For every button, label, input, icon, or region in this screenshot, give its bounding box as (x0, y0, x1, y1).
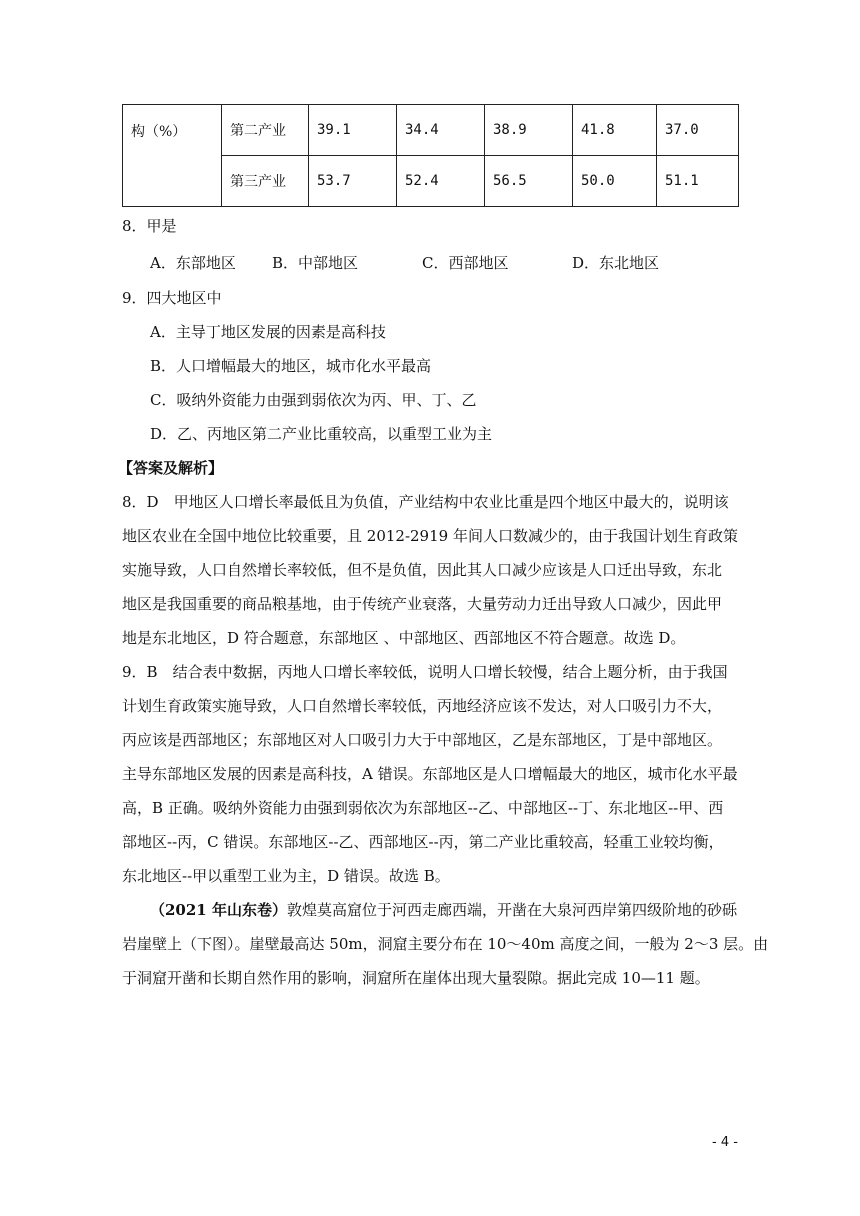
table-cell: 41.8 (573, 105, 657, 156)
question-9-stem: 9．四大地区中 (122, 289, 222, 307)
option-c: C．西部地区 (422, 254, 509, 272)
table-cell: 52.4 (397, 156, 485, 207)
option-a: A．东部地区 (150, 254, 236, 272)
table-row-label: 第二产业 (222, 105, 309, 156)
option-d: D．乙、丙地区第二产业比重较高，以重型工业为主 (150, 425, 493, 443)
answer-heading: 【答案及解析】 (118, 459, 224, 477)
table-cell: 34.4 (397, 105, 485, 156)
intro-source: （2021 年山东卷） (150, 901, 287, 919)
table-cell: 51.1 (657, 156, 739, 207)
intro-line: 于洞窟开凿和长期自然作用的影响，洞窟所在崖体出现大量裂隙。据此完成 10—11 题。 (122, 969, 710, 987)
answer-8-line: 实施导致，人口自然增长率较低，但不是负值，因此其人口减少应该是人口迁出导致，东北 (122, 561, 723, 579)
answer-8-line: 地区农业在全国中地位比较重要，且 2012-2919 年间人口数减少的，由于我国计划生育政策 (122, 527, 738, 545)
table-row (123, 105, 739, 156)
table-cell: 38.9 (485, 105, 573, 156)
answer-8-line: 地区是我国重要的商品粮基地，由于传统产业衰落，大量劳动力迁出导致人口减少，因此甲 (122, 595, 723, 613)
option-a: A．主导丁地区发展的因素是高科技 (150, 323, 386, 341)
table-cell: 39.1 (309, 105, 397, 156)
answer-9-line: 9．B 结合表中数据，丙地人口增长率较低，说明人口增长较慢，结合上题分析，由于我国 (122, 663, 728, 681)
table-row-label: 第三产业 (222, 156, 309, 207)
answer-9-line: 计划生育政策实施导致，人口自然增长率较低，丙地经济应该不发达，对人口吸引力不大， (122, 697, 723, 715)
answer-9-line: 丙应该是西部地区；东部地区对人口吸引力大于中部地区，乙是东部地区，丁是中部地区。 (122, 731, 723, 749)
question-8-options (150, 252, 750, 272)
table-cell: 53.7 (309, 156, 397, 207)
intro-first-line (150, 900, 737, 920)
option-d: D．东北地区 (572, 254, 660, 272)
option-b: B．中部地区 (272, 254, 359, 272)
page-number: - 4 - (712, 1135, 738, 1150)
question-8-stem: 8．甲是 (122, 217, 177, 235)
table-cell: 50.0 (573, 156, 657, 207)
intro-text: 敦煌莫高窟位于河西走廊西端，开凿在大泉河西岸第四级阶地的砂砾 (286, 901, 737, 919)
answer-8-line: 8．D 甲地区人口增长率最低且为负值，产业结构中农业比重是四个地区中最大的，说明该 (122, 493, 729, 511)
answer-9-line: 高，B 正确。吸纳外资能力由强到弱依次为东部地区--乙、中部地区--丁、东北地区--甲、西 (122, 799, 724, 817)
answer-9-line: 部地区--丙，C 错误。东部地区--乙、西部地区--丙，第二产业比重较高，轻重工业较均衡， (122, 833, 724, 851)
industry-structure-table (122, 104, 739, 207)
answer-8-line: 地是东北地区，D 符合题意，东部地区 、中部地区、西部地区不符合题意。故选 D。 (122, 629, 686, 647)
table-group-label: 构（%） (123, 105, 222, 207)
table-cell: 56.5 (485, 156, 573, 207)
answer-9-line: 东北地区--甲以重型工业为主，D 错误。故选 B。 (122, 867, 450, 885)
option-c: C．吸纳外资能力由强到弱依次为丙、甲、丁、乙 (150, 391, 477, 409)
table-cell: 37.0 (657, 105, 739, 156)
intro-line: 岩崖壁上（下图）。崖壁最高达 50m，洞窟主要分布在 10～40m 高度之间，一般为 2～3 层。由 (122, 935, 769, 953)
option-b: B．人口增幅最大的地区，城市化水平最高 (150, 357, 432, 375)
answer-9-line: 主导东部地区发展的因素是高科技，A 错误。东部地区是人口增幅最大的地区，城市化水平最 (122, 765, 738, 783)
